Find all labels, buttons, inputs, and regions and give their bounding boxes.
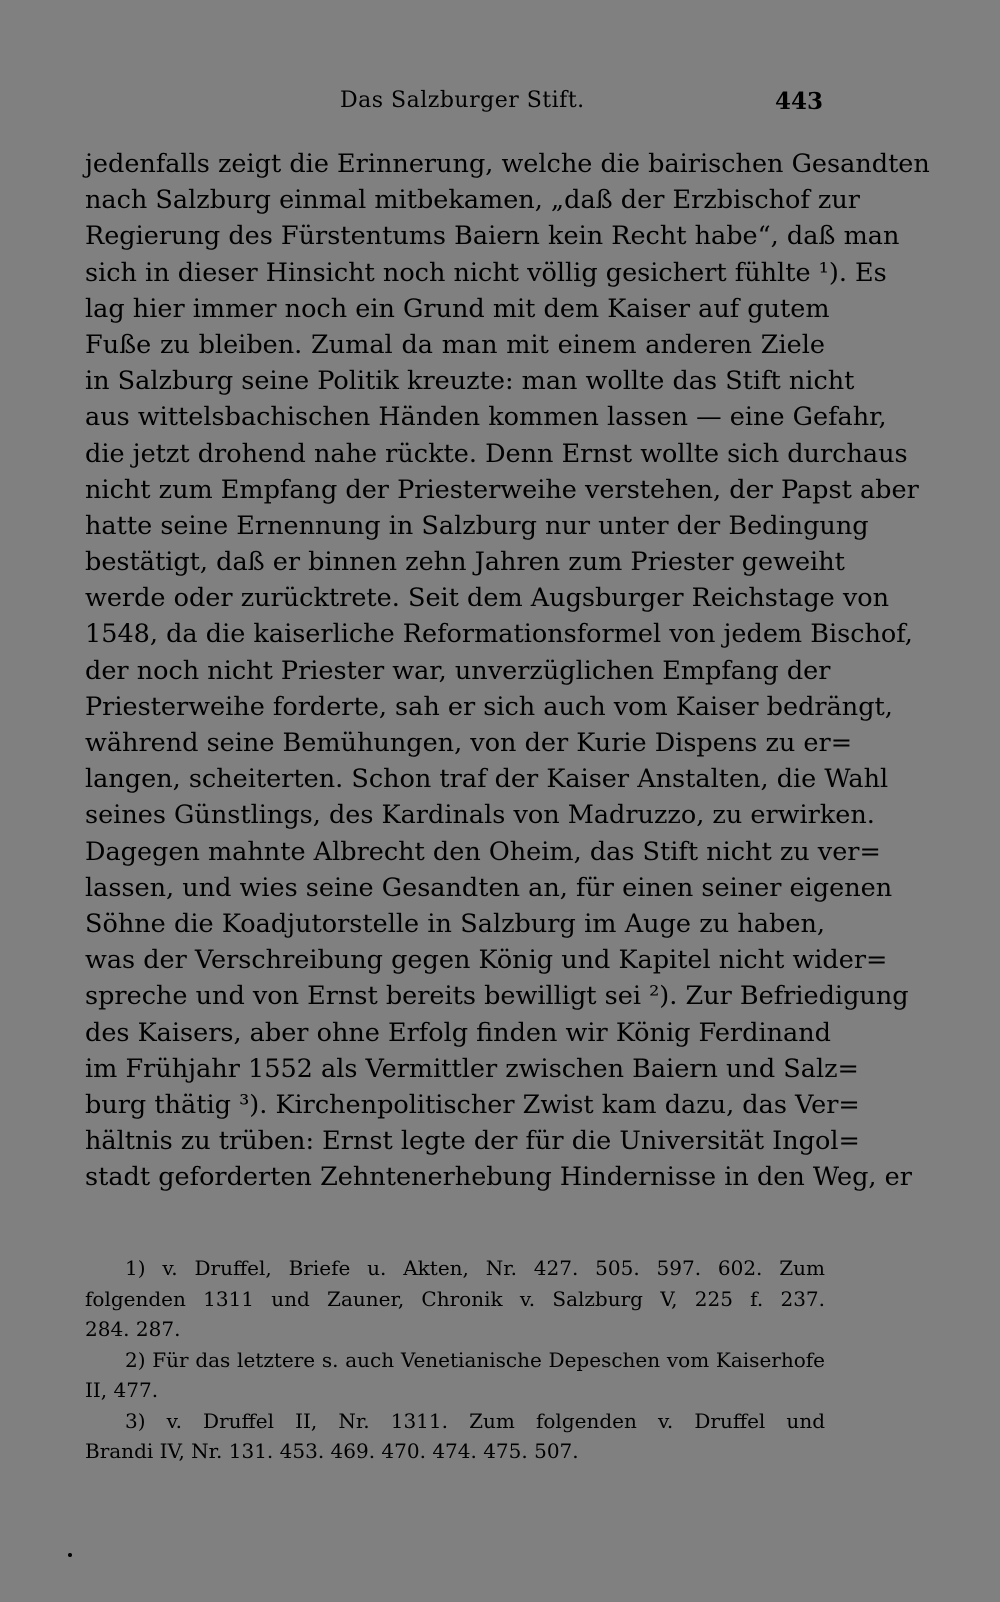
text-line: spreche und von Ernst bereits bewilligt sei ²). Zur Befriedigung xyxy=(85,981,909,1012)
text-line: die jetzt drohend nahe rückte. Denn Ernst wollte sich durchaus xyxy=(85,438,908,469)
footnote-line: 2) Für das letztere s. auch Venetianische Depeschen vom Kaiserhofe xyxy=(125,1347,825,1372)
text-line: hältnis zu trüben: Ernst legte der für die Universität Ingol= xyxy=(85,1126,860,1157)
footnote-3 xyxy=(85,1406,825,1467)
text-line: stadt geforderten Zehntenerhebung Hindernisse in den Weg, er xyxy=(85,1162,912,1193)
text-line: Priesterweihe forderte, sah er sich auch vom Kaiser bedrängt, xyxy=(85,691,893,722)
text-line: des Kaisers, aber ohne Erfolg finden wir König Ferdinand xyxy=(85,1017,831,1048)
running-head: Das Salzburger Stift. xyxy=(340,88,585,113)
text-line: lag hier immer noch ein Grund mit dem Kaiser auf gutem xyxy=(85,293,830,324)
text-line: burg thätig ³). Kirchenpolitischer Zwist kam dazu, das Ver= xyxy=(85,1089,860,1120)
text-line: Regierung des Fürstentums Baiern kein Recht habe“, daß man xyxy=(85,221,900,252)
text-line: während seine Bemühungen, von der Kurie Dispens zu er= xyxy=(85,728,853,758)
text-line: seines Günstlings, des Kardinals von Madruzzo, zu erwirken. xyxy=(85,800,875,831)
text-line: Söhne die Koadjutorstelle in Salzburg im Auge zu haben, xyxy=(85,908,825,939)
footnote-line: 284. 287. xyxy=(85,1317,181,1341)
text-line: nach Salzburg einmal mitbekamen, „daß der Erzbischof zur xyxy=(85,185,860,216)
text-line: nicht zum Empfang der Priesterweihe verstehen, der Papst aber xyxy=(85,474,919,505)
text-line: jedenfalls zeigt die Erinnerung, welche die bairischen Gesandten xyxy=(85,149,930,179)
text-line: 1548, da die kaiserliche Reformationsformel von jedem Bischof, xyxy=(85,619,913,650)
text-line: der noch nicht Priester war, unverzüglichen Empfang der xyxy=(85,655,831,686)
text-line: aus wittelsbachischen Händen kommen lassen — eine Gefahr, xyxy=(85,402,887,433)
text-line: hatte seine Ernennung in Salzburg nur unter der Bedingung xyxy=(85,510,869,541)
text-line: langen, scheiterten. Schon traf der Kaiser Anstalten, die Wahl xyxy=(85,764,889,795)
text-line: werde oder zurücktrete. Seit dem Augsburger Reichstage von xyxy=(85,583,890,614)
text-line: lassen, und wies seine Gesandten an, für einen seiner eigenen xyxy=(85,872,893,903)
body-text xyxy=(85,146,930,1195)
text-line: Fuße zu bleiben. Zumal da man mit einem anderen Ziele xyxy=(85,329,825,360)
footnote-2 xyxy=(85,1345,825,1406)
footnote-1 xyxy=(85,1253,825,1345)
text-line: in Salzburg seine Politik kreuzte: man wollte das Stift nicht xyxy=(85,366,855,397)
footnote-line: 1) v. Druffel, Briefe u. Akten, Nr. 427. 505. 597. 602. Zum xyxy=(125,1256,825,1280)
footnote-line: Brandi IV, Nr. 131. 453. 469. 470. 474. 475. 507. xyxy=(85,1439,579,1463)
footnotes xyxy=(85,1253,825,1467)
text-line: was der Verschreibung gegen König und Kapitel nicht wider= xyxy=(85,945,888,976)
footnote-line: II, 477. xyxy=(85,1378,159,1402)
text-line: sich in dieser Hinsicht noch nicht völlig gesichert fühlte ¹). Es xyxy=(85,257,887,288)
text-line: im Frühjahr 1552 als Vermittler zwischen Baiern und Salz= xyxy=(85,1053,859,1084)
text-line: bestätigt, daß er binnen zehn Jahren zum Priester geweiht xyxy=(85,547,845,578)
footnote-line: folgenden 1311 und Zauner, Chronik v. Salzburg V, 225 f. 237. xyxy=(85,1286,825,1311)
footnote-line: 3) v. Druffel II, Nr. 1311. Zum folgenden v. Druffel und xyxy=(125,1408,825,1433)
page-number: 443 xyxy=(774,88,823,115)
scan-speck xyxy=(68,1553,72,1557)
text-line: Dagegen mahnte Albrecht den Oheim, das Stift nicht zu ver= xyxy=(85,836,881,867)
